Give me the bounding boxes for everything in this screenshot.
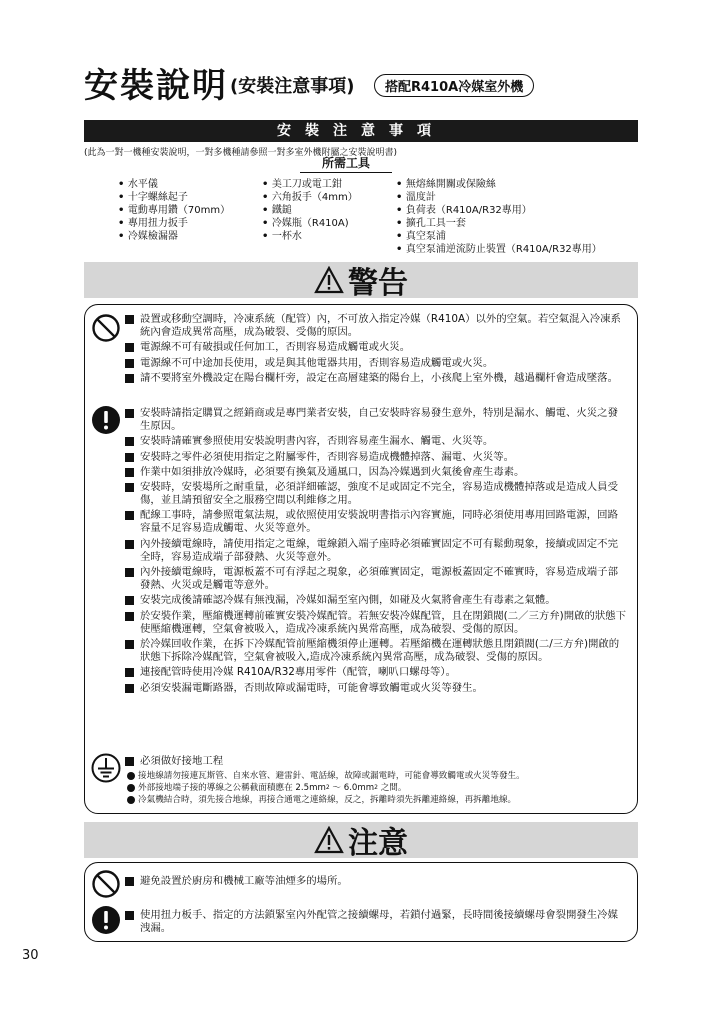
warning-box bbox=[84, 304, 638, 814]
list-item: 安裝完成後請確認冷媒有無洩漏，冷媒如漏至室內側，如碰及火氣將會產生有毒素之氣體。 bbox=[125, 594, 627, 607]
list-item: 必須安裝漏電斷路器，否則故障或漏電時，可能會導致觸電或火災等發生。 bbox=[125, 682, 627, 695]
mandatory-list bbox=[125, 407, 627, 697]
tool-item: • 美工刀或電工鉗 bbox=[262, 178, 358, 191]
tool-item: • 負荷表（R410A/R32專用） bbox=[396, 204, 602, 217]
list-item: 安裝時請指定購買之經銷商或是專門業者安裝，自己安裝時容易發生意外，特別是漏水、觸電、火災之發生原因。 bbox=[125, 407, 627, 433]
ground-note: 冷氣機結合時，須先接合地線，再接合通電之連絡線，反之，拆離時須先拆離連絡線，再拆離地線。 bbox=[126, 794, 627, 806]
warning-band bbox=[84, 262, 638, 301]
caution-box bbox=[84, 862, 638, 942]
section-note: (此為一對一機種安裝說明，一對多機種請參照一對多室外機附屬之安裝說明書) bbox=[84, 148, 398, 158]
caution-label: 注意 bbox=[348, 826, 408, 861]
tool-item: • 無熔絲開關或保險絲 bbox=[396, 178, 602, 191]
ground-note: 接地線請勿接連瓦斯管、自來水管、避雷針、電話線，故障或漏電時，可能會導致觸電或火災等發生。 bbox=[126, 770, 627, 782]
tool-item: • 冷媒瓶（R410A) bbox=[262, 217, 358, 230]
tool-item: • 鐵鎚 bbox=[262, 204, 358, 217]
tool-item: • 電動專用鑽（70mm） bbox=[118, 204, 230, 217]
caution-band bbox=[84, 822, 638, 861]
list-item: 請不要將室外機設定在陽台欄杆旁，設定在高層建築的陽台上，小孩爬上室外機，越過欄杆會造成墜落。 bbox=[125, 372, 627, 385]
warning-triangle-icon bbox=[314, 266, 344, 294]
tool-item: • 冷媒檢漏器 bbox=[118, 230, 230, 243]
list-item: 電源線不可中途加長使用，或是與其他電器共用，否則容易造成觸電或火災。 bbox=[125, 357, 627, 370]
tool-item: • 水平儀 bbox=[118, 178, 230, 191]
ground-icon bbox=[91, 753, 121, 783]
tool-item: • 六角扳手（4mm） bbox=[262, 191, 358, 204]
list-item: 連接配管時使用冷媒 R410A/R32專用零件（配管，喇叭口螺母等）。 bbox=[125, 666, 627, 679]
tools-column-2 bbox=[262, 178, 358, 243]
tools-column-3 bbox=[396, 178, 602, 256]
caution-mandatory-list bbox=[125, 909, 627, 937]
list-item: 配線工事時，請參照電氣法規，或依照使用安裝說明書指示內容實施，同時必須使用專用回路電源，回路容量不足容易造成觸電、火災等意外。 bbox=[125, 509, 627, 535]
list-item: 作業中如須排放冷媒時，必須要有換氣及通風口，因為冷媒遇到火氣後會產生毒素。 bbox=[125, 466, 627, 479]
list-item: 內外接續電線時，電源板蓋不可有浮起之現象，必須確實固定，電源板蓋固定不確實時，容易造成端子部發熱、火災或是觸電等意外。 bbox=[125, 566, 627, 592]
prohibited-icon bbox=[91, 869, 121, 899]
page-subtitle: (安裝注意事項) bbox=[230, 76, 355, 97]
page-number: 30 bbox=[22, 948, 39, 963]
ground-note: 外部接地端子接的導線之公稱截面積應在 $2.5mm^2$ ～ $6.0mm^2$ 之間。 bbox=[126, 782, 627, 794]
prohibit-list bbox=[125, 313, 627, 387]
list-item: 於安裝作業，壓縮機運轉前確實安裝冷媒配管。若無安裝冷媒配管，且在閉鎖閥(二／三方弁)開啟的狀態下使壓縮機運轉，空氣會被吸入，造成冷凍系統內異常高壓，成為破裂、受傷的原因。 bbox=[125, 610, 627, 636]
list-item: 電源線不可有破損或任何加工，否則容易造成觸電或火災。 bbox=[125, 341, 627, 354]
list-item: 於冷媒回收作業，在拆下冷媒配管前壓縮機須停止運轉。若壓縮機在運轉狀態且閉鎖閥(二/三方弁)開啟的狀態下拆除冷媒配管，空氣會被吸入,造成冷凍系統內異常高壓，成為破裂、受傷的原因。 bbox=[125, 638, 627, 664]
section-heading: 安裝注意事項 bbox=[84, 120, 638, 142]
caution-triangle-icon bbox=[314, 826, 344, 854]
list-item: 安裝時請確實參照使用安裝說明書內容，否則容易產生漏水、觸電、火災等。 bbox=[125, 435, 627, 448]
tool-item: • 一杯水 bbox=[262, 230, 358, 243]
tool-item: • 真空泵浦逆流防止裝置（R410A/R32專用） bbox=[396, 243, 602, 256]
tools-title: 所需工具 bbox=[300, 154, 392, 173]
page-header bbox=[84, 58, 644, 106]
tool-item: • 專用扭力扳手 bbox=[118, 217, 230, 230]
list-item: 安裝時，安裝場所之耐重量，必須詳細確認，強度不足或固定不完全，容易造成機體掉落或是造成人員受傷，並且請預留安全之服務空間以利維修之用。 bbox=[125, 481, 627, 507]
tool-item: • 十字螺絲起子 bbox=[118, 191, 230, 204]
tool-item: • 擴孔工具一套 bbox=[396, 217, 602, 230]
warning-label: 警告 bbox=[348, 266, 408, 301]
mandatory-icon bbox=[91, 905, 121, 935]
caution-prohibit-list bbox=[125, 875, 627, 890]
list-item: 避免設置於廚房和機械工廠等油煙多的場所。 bbox=[125, 875, 627, 888]
tool-item: • 真空泵浦 bbox=[396, 230, 602, 243]
list-item: 內外接續電線時，請使用指定之電線，電線鎖入端子座時必須確實固定不可有鬆動現象，接續或固定不完全時，容易造成端子部發熱、火災等意外。 bbox=[125, 538, 627, 564]
tool-item: • 溫度計 bbox=[396, 191, 602, 204]
mandatory-icon bbox=[91, 405, 121, 435]
list-item: 使用扭力板手、指定的方法鎖緊室內外配管之接續螺母，若鎖付過緊，長時間後接續螺母會裂開發生冷媒洩漏。 bbox=[125, 909, 627, 935]
ground-list bbox=[125, 755, 627, 806]
list-item: 設置或移動空調時，冷凍系統（配管）內，不可放入指定冷媒（R410A）以外的空氣。若空氣混入冷凍系統內會造成異常高壓，成為破裂、受傷的原因。 bbox=[125, 313, 627, 339]
page-title: 安裝說明 bbox=[84, 66, 228, 106]
model-tag: 搭配R410A冷媒室外機 bbox=[374, 74, 534, 97]
tools-column-1 bbox=[118, 178, 230, 243]
prohibited-icon bbox=[91, 313, 121, 343]
list-item: 安裝時之零件必須使用指定之附屬零件，否則容易造成機體掉落、漏電、火災等。 bbox=[125, 451, 627, 464]
list-item: 必須做好接地工程 bbox=[125, 755, 627, 768]
